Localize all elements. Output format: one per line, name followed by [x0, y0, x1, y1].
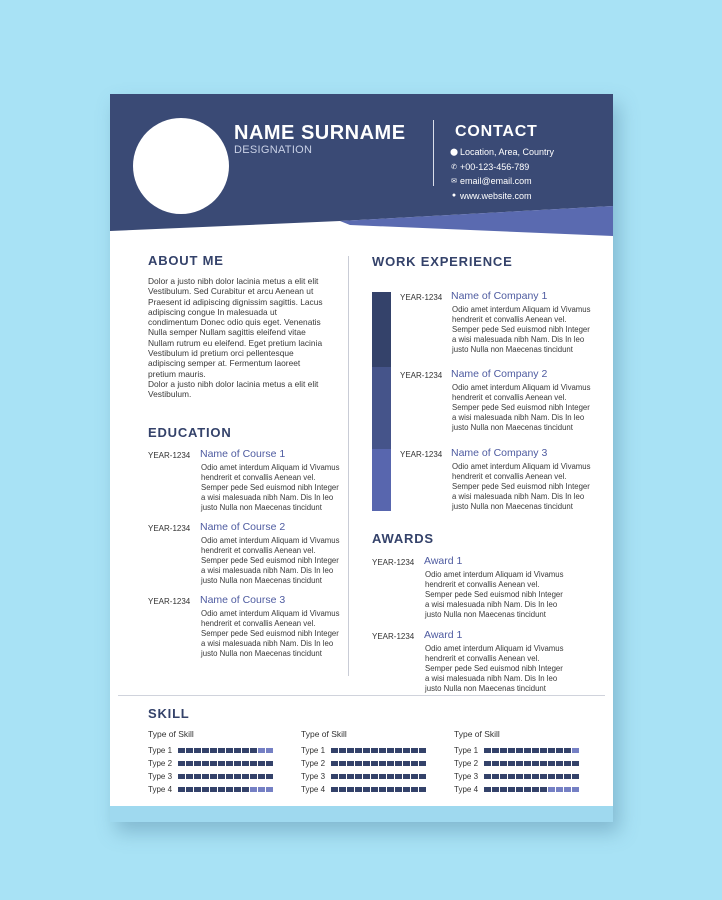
skill-segment: [419, 748, 426, 753]
work-year: YEAR-1234: [400, 450, 443, 459]
skill-segment: [258, 761, 265, 766]
skill-segment: [403, 787, 410, 792]
skill-segment: [186, 774, 193, 779]
work-desc-line: hendrerit et convallis Aenean vel.: [452, 472, 567, 481]
skill-segment: [540, 748, 547, 753]
award-desc-line: Odio amet interdum Aliquam id Vivamus: [425, 644, 564, 653]
skill-segment: [242, 748, 249, 753]
skill-column: [454, 729, 580, 796]
skill-segment: [419, 787, 426, 792]
globe-icon: ●: [451, 192, 457, 200]
skill-row: [301, 783, 427, 796]
skill-segment: [202, 787, 209, 792]
skill-segment: [379, 774, 386, 779]
about-line: Dolor a justo nibh dolor lacinia metus a elit elit: [148, 378, 319, 389]
skill-segment: [484, 774, 491, 779]
skill-segment: [218, 787, 225, 792]
column-divider: [348, 256, 349, 676]
skill-segment: [516, 787, 523, 792]
skill-segment: [564, 774, 571, 779]
skill-segment: [194, 774, 201, 779]
skill-segment: [572, 787, 579, 792]
skill-segment: [572, 761, 579, 766]
skill-segment: [532, 748, 539, 753]
skill-segment: [242, 774, 249, 779]
skill-segment: [331, 761, 338, 766]
education-desc-line: a wisi malesuada nibh Nam. Dis In leo: [201, 639, 334, 648]
skill-level-bar: [178, 774, 274, 779]
skill-segment: [363, 748, 370, 753]
contact-email: [449, 174, 554, 189]
skill-segment: [355, 748, 362, 753]
about-line: Praesent id adipiscing dignissim sagittis. Lacus: [148, 296, 323, 307]
skill-segment: [395, 748, 402, 753]
education-desc-line: Odio amet interdum Aliquam id Vivamus: [201, 536, 340, 545]
work-desc-line: Odio amet interdum Aliquam id Vivamus: [452, 383, 591, 392]
skill-segment: [395, 761, 402, 766]
skill-segment: [355, 787, 362, 792]
skill-segment: [508, 787, 515, 792]
skill-segment: [564, 787, 571, 792]
skill-row: [301, 744, 427, 757]
timeline-segment-3: [372, 449, 391, 511]
skill-level-bar: [331, 748, 427, 753]
skill-segment: [500, 774, 507, 779]
education-description: [201, 463, 340, 513]
skill-segment: [242, 787, 249, 792]
skill-segment: [379, 761, 386, 766]
skill-segment: [226, 774, 233, 779]
skill-segment: [331, 774, 338, 779]
skill-segment: [548, 748, 555, 753]
skill-segment: [516, 761, 523, 766]
education-desc-line: justo Nulla non Maecenas tincidunt: [201, 503, 322, 512]
contact-text: www.website.com: [460, 190, 532, 201]
skill-segment: [218, 761, 225, 766]
skill-row: [454, 757, 580, 770]
skill-segment: [379, 787, 386, 792]
skill-segment: [387, 774, 394, 779]
skill-segment: [186, 748, 193, 753]
skill-row: [301, 770, 427, 783]
skill-segment: [194, 787, 201, 792]
work-desc-line: hendrerit et convallis Aenean vel.: [452, 393, 567, 402]
skill-segment: [242, 761, 249, 766]
skill-segment: [363, 787, 370, 792]
skill-segment: [339, 748, 346, 753]
education-desc-line: Semper pede Sed euismod nibh Integer: [201, 483, 339, 492]
award-desc-line: a wisi malesuada nibh Nam. Dis In leo: [425, 600, 558, 609]
skill-segment: [564, 748, 571, 753]
contact-title: CONTACT: [455, 123, 538, 140]
work-title: Name of Company 1: [451, 290, 548, 302]
skill-segment: [210, 748, 217, 753]
skill-column: [301, 729, 427, 796]
contact-phone: [449, 160, 554, 175]
skill-segment: [492, 748, 499, 753]
award-title: Award 1: [424, 629, 463, 641]
education-year: YEAR-1234: [148, 597, 191, 606]
contact-location: [449, 145, 554, 160]
work-title: Name of Company 2: [451, 368, 548, 380]
work-desc-line: justo Nulla non Maecenas tincidunt: [452, 502, 573, 511]
skill-segment: [419, 774, 426, 779]
award-desc-line: hendrerit et convallis Aenean vel.: [425, 580, 540, 589]
skill-label: Type 2: [148, 759, 173, 768]
mail-icon: ✉: [451, 178, 457, 186]
skill-segment: [347, 761, 354, 766]
about-line: Vestibulum id pretium orci pellentesque: [148, 348, 294, 359]
education-desc-line: Semper pede Sed euismod nibh Integer: [201, 629, 339, 638]
skill-segment: [500, 748, 507, 753]
skill-segment: [540, 774, 547, 779]
skill-segment: [371, 748, 378, 753]
skill-column: [148, 729, 274, 796]
award-title: Award 1: [424, 555, 463, 567]
contact-text: +00-123-456-789: [460, 161, 530, 172]
education-description: [201, 536, 340, 586]
skill-segment: [403, 748, 410, 753]
skill-segment: [371, 774, 378, 779]
skill-segment: [556, 761, 563, 766]
timeline-segment-2: [372, 367, 391, 449]
section-divider: [118, 695, 605, 696]
skill-segment: [363, 761, 370, 766]
skill-label: Type 3: [301, 772, 326, 781]
skill-segment: [226, 748, 233, 753]
skill-level-bar: [484, 761, 580, 766]
skill-level-bar: [331, 787, 427, 792]
work-desc-line: justo Nulla non Maecenas tincidunt: [452, 345, 573, 354]
about-line: adipiscing semper at. Fermentum laoreet: [148, 358, 301, 369]
skill-segment: [532, 787, 539, 792]
about-line: Nullam rutrum eu eleifend. Eget pretium lacinia: [148, 337, 323, 348]
skill-segment: [371, 787, 378, 792]
about-line: pretium mauris.: [148, 368, 206, 379]
about-line: adipiscing congue In malesuada ut: [148, 306, 277, 317]
award-desc-line: a wisi malesuada nibh Nam. Dis In leo: [425, 674, 558, 683]
skill-segment: [379, 748, 386, 753]
about-text: [148, 276, 343, 400]
contact-text: email@email.com: [460, 176, 532, 187]
award-desc-line: Semper pede Sed euismod nibh Integer: [425, 590, 563, 599]
award-year: YEAR-1234: [372, 558, 415, 567]
skill-segment: [266, 787, 273, 792]
education-desc-line: Odio amet interdum Aliquam id Vivamus: [201, 609, 340, 618]
skill-segment: [572, 774, 579, 779]
skill-title: SKILL: [148, 706, 190, 721]
skill-segment: [226, 787, 233, 792]
skill-segment: [258, 748, 265, 753]
education-desc-line: hendrerit et convallis Aenean vel.: [201, 619, 316, 628]
skill-label: Type 4: [301, 785, 326, 794]
skill-segment: [250, 748, 257, 753]
education-title: Name of Course 3: [200, 594, 286, 606]
skill-segment: [411, 774, 418, 779]
skill-row: [454, 770, 580, 783]
skill-segment: [202, 748, 209, 753]
skill-segment: [403, 761, 410, 766]
skill-segment: [556, 787, 563, 792]
education-title: EDUCATION: [148, 425, 232, 440]
skill-segment: [250, 774, 257, 779]
work-year: YEAR-1234: [400, 293, 443, 302]
full-name: NAME SURNAME: [234, 122, 406, 144]
skill-segment: [572, 748, 579, 753]
skill-segment: [202, 761, 209, 766]
work-desc-line: Semper pede Sed euismod nibh Integer: [452, 325, 590, 334]
skill-level-bar: [484, 748, 580, 753]
skill-segment: [210, 761, 217, 766]
skill-segment: [347, 774, 354, 779]
skill-level-bar: [484, 787, 580, 792]
skill-segment: [411, 748, 418, 753]
resume-sheet: [110, 94, 613, 822]
work-description: [452, 305, 591, 355]
skill-segment: [339, 774, 346, 779]
education-title: Name of Course 1: [200, 448, 286, 460]
skill-label: Type 1: [148, 746, 173, 755]
skill-segment: [540, 787, 547, 792]
skill-label: Type 1: [301, 746, 326, 755]
skill-label: Type 3: [454, 772, 479, 781]
skill-level-bar: [178, 761, 274, 766]
skill-label: Type 4: [148, 785, 173, 794]
skill-segment: [355, 761, 362, 766]
work-desc-line: hendrerit et convallis Aenean vel.: [452, 315, 567, 324]
skill-segment: [234, 774, 241, 779]
skill-segment: [556, 774, 563, 779]
work-title: Name of Company 3: [451, 447, 548, 459]
skill-label: Type 3: [148, 772, 173, 781]
contact-website: [449, 189, 554, 204]
skill-row: [454, 744, 580, 757]
skill-label: Type 1: [454, 746, 479, 755]
education-desc-line: Odio amet interdum Aliquam id Vivamus: [201, 463, 340, 472]
skill-segment: [371, 761, 378, 766]
skill-segment: [234, 761, 241, 766]
skill-segment: [500, 761, 507, 766]
skill-segment: [178, 761, 185, 766]
skill-row: [301, 757, 427, 770]
skill-row: [148, 757, 274, 770]
skill-segment: [250, 787, 257, 792]
award-desc-line: justo Nulla non Maecenas tincidunt: [425, 684, 546, 693]
skill-segment: [556, 748, 563, 753]
skill-segment: [395, 787, 402, 792]
education-desc-line: justo Nulla non Maecenas tincidunt: [201, 576, 322, 585]
skill-segment: [548, 761, 555, 766]
resume-header: [110, 94, 613, 236]
header-divider: [433, 120, 434, 186]
education-title: Name of Course 2: [200, 521, 286, 533]
skill-segment: [266, 774, 273, 779]
education-description: [201, 609, 340, 659]
skill-segment: [258, 787, 265, 792]
skill-level-bar: [178, 787, 274, 792]
phone-icon: ✆: [451, 163, 457, 171]
skill-row: [148, 770, 274, 783]
award-desc-line: justo Nulla non Maecenas tincidunt: [425, 610, 546, 619]
skill-segment: [564, 761, 571, 766]
skill-level-bar: [178, 748, 274, 753]
skill-row: [148, 783, 274, 796]
work-title: WORK EXPERIENCE: [372, 254, 513, 269]
skill-segment: [210, 787, 217, 792]
skill-segment: [500, 787, 507, 792]
skill-segment: [532, 774, 539, 779]
skill-segment: [508, 774, 515, 779]
award-year: YEAR-1234: [372, 632, 415, 641]
skill-segment: [492, 774, 499, 779]
skill-segment: [178, 774, 185, 779]
education-desc-line: a wisi malesuada nibh Nam. Dis In leo: [201, 566, 334, 575]
location-pin-icon: ⬤: [450, 149, 458, 157]
awards-title: AWARDS: [372, 531, 434, 546]
skill-segment: [484, 787, 491, 792]
skill-segment: [186, 761, 193, 766]
skill-segment: [548, 774, 555, 779]
work-desc-line: justo Nulla non Maecenas tincidunt: [452, 423, 573, 432]
skill-segment: [234, 787, 241, 792]
skill-segment: [387, 761, 394, 766]
about-line: Vestibulum. Sed Curabitur et arcu Aenean ut: [148, 286, 314, 297]
skill-segment: [411, 761, 418, 766]
education-desc-line: justo Nulla non Maecenas tincidunt: [201, 649, 322, 658]
education-desc-line: a wisi malesuada nibh Nam. Dis In leo: [201, 493, 334, 502]
education-year: YEAR-1234: [148, 524, 191, 533]
education-desc-line: hendrerit et convallis Aenean vel.: [201, 546, 316, 555]
skill-segment: [363, 774, 370, 779]
skill-row: [148, 744, 274, 757]
award-desc-line: hendrerit et convallis Aenean vel.: [425, 654, 540, 663]
skill-segment: [355, 774, 362, 779]
skill-label: Type 2: [454, 759, 479, 768]
skill-segment: [266, 748, 273, 753]
about-line: Vestibulum.: [148, 389, 192, 400]
skill-segment: [202, 774, 209, 779]
skill-heading: Type of Skill: [148, 729, 194, 739]
work-desc-line: Odio amet interdum Aliquam id Vivamus: [452, 305, 591, 314]
skill-segment: [178, 748, 185, 753]
education-desc-line: hendrerit et convallis Aenean vel.: [201, 473, 316, 482]
skill-segment: [178, 787, 185, 792]
skill-segment: [532, 761, 539, 766]
skill-segment: [516, 748, 523, 753]
about-line: Dolor a justo nibh dolor lacinia metus a elit elit: [148, 276, 319, 286]
skill-segment: [210, 774, 217, 779]
skill-segment: [194, 761, 201, 766]
education-year: YEAR-1234: [148, 451, 191, 460]
work-description: [452, 383, 591, 433]
skill-label: Type 2: [301, 759, 326, 768]
skill-segment: [194, 748, 201, 753]
skill-segment: [524, 787, 531, 792]
skill-segment: [347, 787, 354, 792]
skill-segment: [387, 787, 394, 792]
skill-segment: [266, 761, 273, 766]
work-desc-line: a wisi malesuada nibh Nam. Dis In leo: [452, 492, 585, 501]
skill-segment: [218, 748, 225, 753]
skill-segment: [339, 787, 346, 792]
work-year: YEAR-1234: [400, 371, 443, 380]
work-desc-line: Odio amet interdum Aliquam id Vivamus: [452, 462, 591, 471]
skill-level-bar: [331, 774, 427, 779]
skill-segment: [540, 761, 547, 766]
skill-level-bar: [484, 774, 580, 779]
contact-list: [449, 145, 554, 203]
skill-segment: [524, 748, 531, 753]
skill-segment: [331, 787, 338, 792]
timeline-segment-1: [372, 292, 391, 367]
skill-segment: [411, 787, 418, 792]
skill-segment: [508, 748, 515, 753]
award-desc-line: Odio amet interdum Aliquam id Vivamus: [425, 570, 564, 579]
award-description: [425, 570, 564, 620]
education-desc-line: Semper pede Sed euismod nibh Integer: [201, 556, 339, 565]
work-desc-line: Semper pede Sed euismod nibh Integer: [452, 403, 590, 412]
skill-segment: [339, 761, 346, 766]
work-desc-line: a wisi malesuada nibh Nam. Dis In leo: [452, 413, 585, 422]
contact-text: Location, Area, Country: [460, 147, 555, 158]
skill-segment: [403, 774, 410, 779]
skill-segment: [524, 761, 531, 766]
skill-segment: [250, 761, 257, 766]
skill-segment: [226, 761, 233, 766]
about-line: condimentum Donec odio quis eget. Venenatis: [148, 317, 321, 328]
skill-segment: [484, 748, 491, 753]
award-description: [425, 644, 564, 694]
skill-segment: [492, 761, 499, 766]
award-desc-line: Semper pede Sed euismod nibh Integer: [425, 664, 563, 673]
about-title: ABOUT ME: [148, 253, 224, 268]
designation: DESIGNATION: [234, 144, 313, 156]
skill-segment: [258, 774, 265, 779]
skill-segment: [395, 774, 402, 779]
skill-segment: [331, 748, 338, 753]
skill-segment: [492, 787, 499, 792]
skill-segment: [524, 774, 531, 779]
skill-segment: [516, 774, 523, 779]
skill-heading: Type of Skill: [301, 729, 347, 739]
work-desc-line: a wisi malesuada nibh Nam. Dis In leo: [452, 335, 585, 344]
skill-segment: [508, 761, 515, 766]
skill-row: [454, 783, 580, 796]
skill-heading: Type of Skill: [454, 729, 500, 739]
work-desc-line: Semper pede Sed euismod nibh Integer: [452, 482, 590, 491]
profile-photo-placeholder: [133, 118, 229, 214]
skill-segment: [186, 787, 193, 792]
footer-band: [110, 806, 613, 822]
skill-segment: [419, 761, 426, 766]
work-description: [452, 462, 591, 512]
skill-segment: [484, 761, 491, 766]
skill-segment: [548, 787, 555, 792]
about-line: Nulla semper Nullam sagittis eleifend vitae: [148, 327, 306, 338]
skill-segment: [234, 748, 241, 753]
skill-segment: [387, 748, 394, 753]
skill-segment: [347, 748, 354, 753]
skill-level-bar: [331, 761, 427, 766]
skill-label: Type 4: [454, 785, 479, 794]
skill-segment: [218, 774, 225, 779]
